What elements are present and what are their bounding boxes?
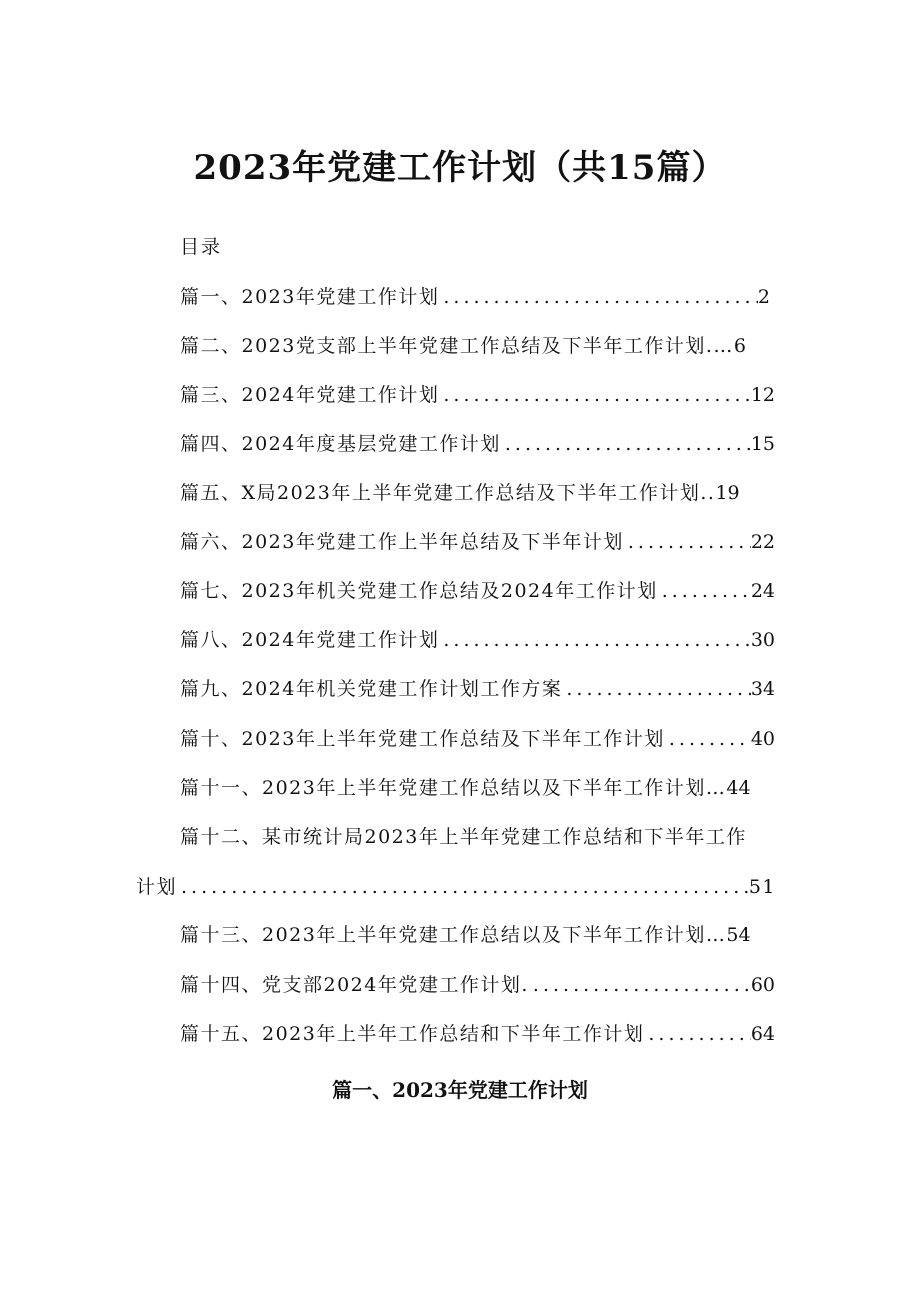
toc-entry[interactable]	[180, 578, 775, 604]
toc-entry-page: 6	[733, 335, 746, 357]
toc-entry-page: 60	[750, 974, 775, 996]
toc-entry[interactable]	[180, 726, 775, 752]
toc-entry-page: 2	[757, 286, 770, 308]
toc-entry-title: 篇十一、2023年上半年党建工作总结以及下半年工作计划…	[180, 777, 727, 799]
toc-entry[interactable]	[180, 284, 770, 310]
toc-entry[interactable]	[180, 1021, 775, 1047]
toc-entry-page: 12	[750, 384, 775, 406]
toc-entry[interactable]	[180, 333, 746, 359]
toc-entry-page: 24	[750, 580, 775, 602]
toc-leader-dots	[439, 284, 758, 310]
toc-label: 目录	[180, 236, 223, 258]
toc-entry-title: 篇十五、2023年上半年工作总结和下半年工作计划	[180, 1023, 645, 1045]
toc-entry[interactable]	[180, 480, 740, 506]
section-heading: 篇一、2023年党建工作计划	[332, 1078, 588, 1102]
toc-entry-title: 篇十、2023年上半年党建工作总结及下半年工作计划	[180, 728, 665, 750]
toc-entry-page: 40	[750, 728, 775, 750]
toc-leader-dots	[529, 972, 751, 998]
toc-entry[interactable]	[180, 627, 775, 653]
toc-entry-title: 篇八、2024年党建工作计划	[180, 629, 440, 651]
toc-entry[interactable]	[180, 431, 775, 457]
document-title: 2023年党建工作计划（共15篇）	[193, 148, 727, 188]
toc-entry-title: 篇四、2024年度基层党建工作计划	[180, 433, 501, 455]
toc-entry-page: 44	[726, 777, 751, 799]
toc-entry-page: 54	[726, 924, 751, 946]
toc-entry-title: 篇三、2024年党建工作计划	[180, 384, 440, 406]
toc-entry-page: 22	[750, 531, 775, 553]
toc-entry-page: 19	[715, 482, 740, 504]
toc-entry[interactable]	[180, 922, 751, 948]
toc-leader-dots	[562, 676, 750, 702]
toc-entry-title: 篇六、2023年党建工作上半年总结及下半年计划	[180, 531, 624, 553]
toc-entry-title-continuation: 计划	[136, 876, 178, 898]
toc-leader-dots	[644, 1021, 750, 1047]
toc-entry[interactable]	[180, 382, 775, 408]
toc-entry-page: 30	[750, 629, 775, 651]
toc-entry-title: 篇九、2024年机关党建工作计划工作方案	[180, 678, 563, 700]
toc-leader-dots	[439, 627, 750, 653]
toc-leader-dots	[501, 431, 751, 457]
toc-entry-title: 篇十二、某市统计局2023年上半年党建工作总结和下半年工作	[180, 826, 747, 848]
toc-entry-title: 篇十四、党支部2024年党建工作计划.	[180, 974, 529, 996]
toc-entry[interactable]	[180, 529, 775, 555]
toc-entry[interactable]	[180, 775, 751, 801]
toc-entry-page: 51	[748, 876, 776, 898]
toc-leader-dots	[177, 874, 749, 900]
toc-entry-title: 篇五、X局2023年上半年党建工作总结及下半年工作计划..	[180, 482, 716, 504]
toc-entry-title: 篇二、2023党支部上半年党建工作总结及下半年工作计划.…	[180, 335, 734, 357]
toc-entry-page: 64	[750, 1023, 775, 1045]
toc-entry-page: 34	[750, 678, 775, 700]
toc-entry-title: 篇十三、2023年上半年党建工作总结以及下半年工作计划…	[180, 924, 727, 946]
toc-entry-continuation[interactable]	[136, 874, 776, 900]
toc-entry[interactable]	[180, 676, 775, 702]
toc-leader-dots	[658, 578, 751, 604]
toc-leader-dots	[439, 382, 750, 408]
toc-entry-title: 篇一、2023年党建工作计划	[180, 286, 440, 308]
toc-leader-dots	[665, 726, 751, 752]
toc-entry-title: 篇七、2023年机关党建工作总结及2024年工作计划	[180, 580, 658, 602]
toc-entry[interactable]	[180, 972, 775, 998]
toc-entry-page: 15	[750, 433, 775, 455]
toc-leader-dots	[624, 529, 751, 555]
toc-entry[interactable]	[180, 824, 747, 850]
